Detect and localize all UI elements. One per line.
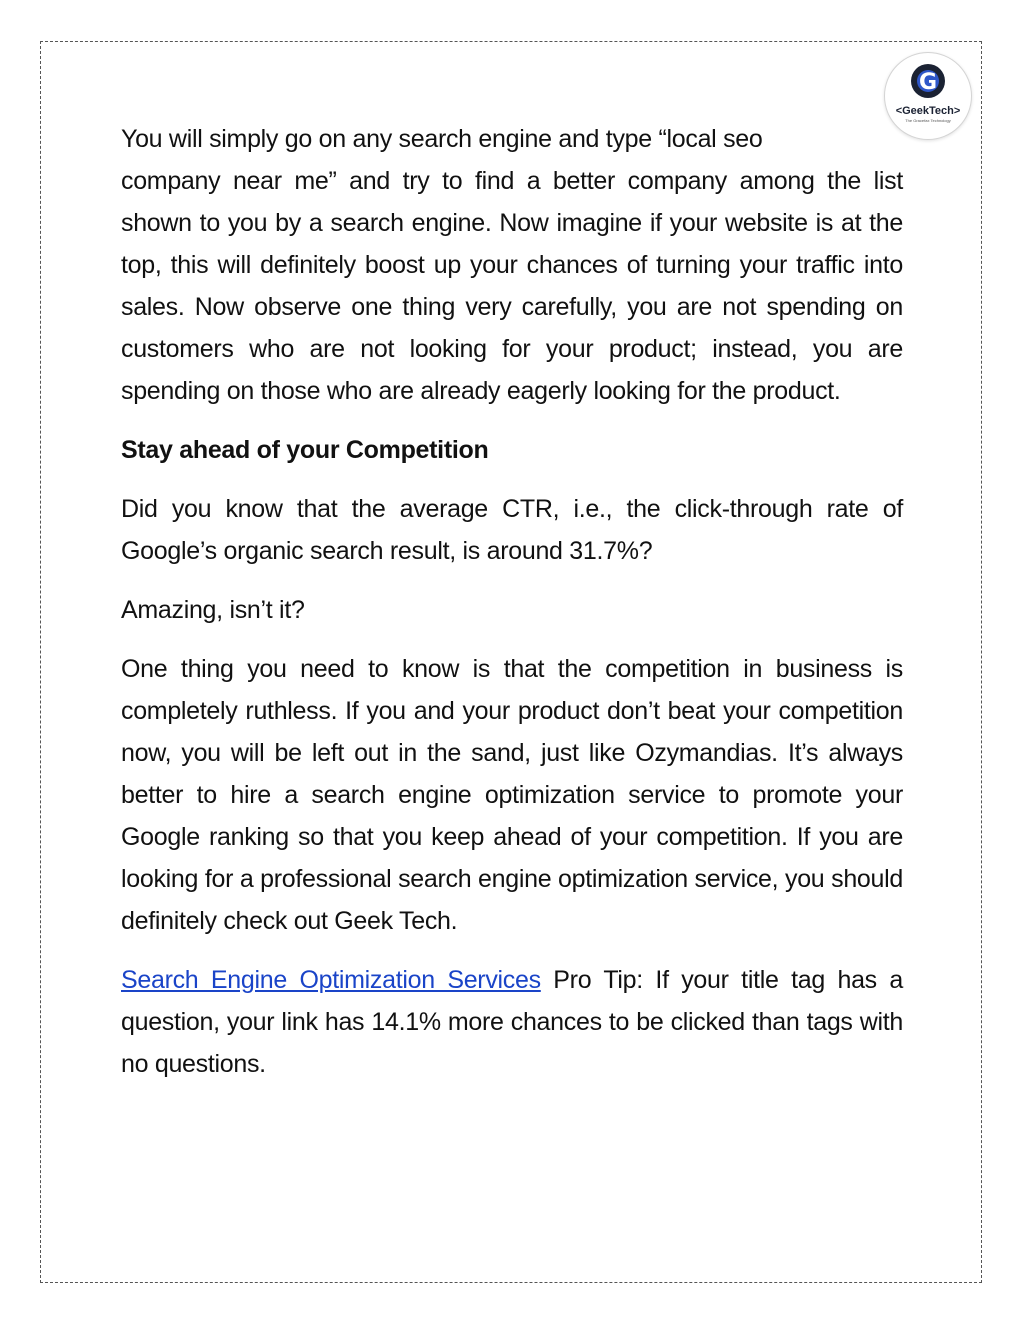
paragraph-competition: One thing you need to know is that the competition in business is completely ruthless. If you and your product don’t beat your competition now, you will be left out in the sand, just like Ozymandias. It’s always better to hire a search engine optimization service to promote your Google ranking so that you keep ahead of your competition. If you are looking for a professional search engine optimization service, you should definitely check out Geek Tech. [121, 655, 903, 935]
logo-tagline: The Gracefax Technology [905, 118, 951, 123]
section-heading: Stay ahead of your Competition [121, 436, 489, 464]
logo-letter: G [918, 70, 938, 95]
paragraph-intro-body: company near me” and try to find a better company among the list shown to you by a search engine. Now imagine if your website is at the top, this will definitely boost up your chances of turning your traffic into sales. Now observe one thing very carefully, you are not spending on customers who are not looking for your product; instead, you are spending on those who are already eagerly looking for the product. [121, 167, 903, 405]
paragraph-ctr: Did you know that the average CTR, i.e., the click-through rate of Google’s organic search result, is around 31.7%? [121, 495, 903, 565]
paragraph-intro-first-line: You will simply go on any search engine and type “local seo [121, 125, 763, 153]
paragraph-pro-tip [121, 959, 903, 1085]
seo-services-link[interactable]: Search Engine Optimization Services [121, 966, 541, 994]
document-body [121, 118, 903, 1102]
paragraph-amazing: Amazing, isn’t it? [121, 596, 305, 624]
paragraph-intro [121, 118, 903, 412]
logo-brand: <GeekTech> [895, 105, 961, 117]
pro-tip-text: Pro Tip: If your title tag has a question, your link has 14.1% more chances to be clicked than tags with no questions. [121, 966, 903, 1078]
